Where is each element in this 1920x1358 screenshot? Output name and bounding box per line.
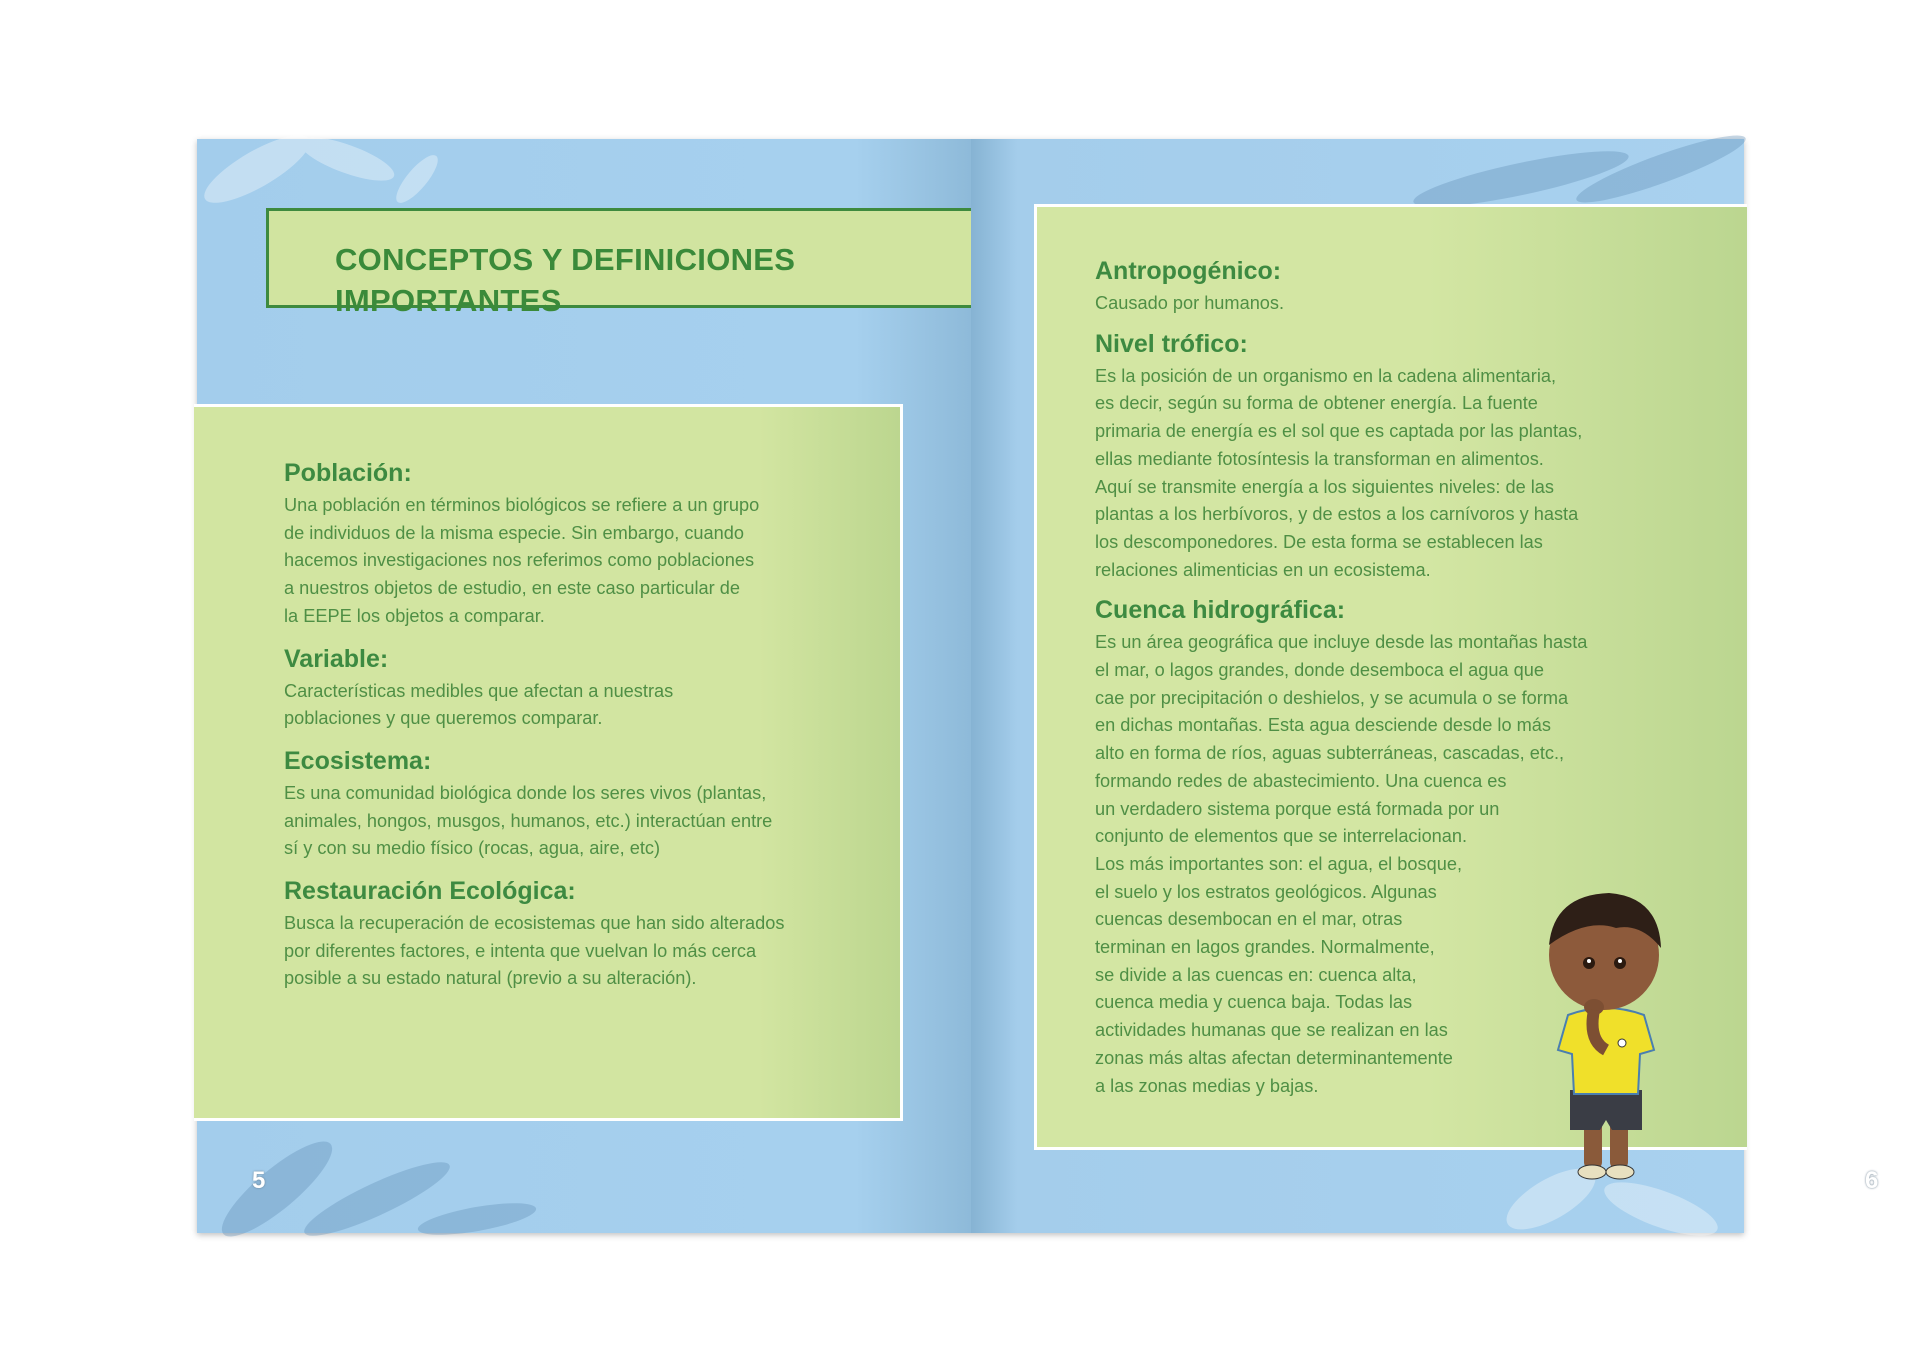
definition-heading: Restauración Ecológica: xyxy=(284,877,576,906)
definition-text-line: a las zonas medias y bajas. xyxy=(1095,1075,1319,1096)
definition-text-line: es decir, según su forma de obtener energía. La fuente xyxy=(1095,393,1538,414)
definition-text-line: alto en forma de ríos, aguas subterráneas, cascadas, etc., xyxy=(1095,743,1565,764)
definition-text-line: actividades humanas que se realizan en las xyxy=(1095,1020,1448,1041)
definition-section xyxy=(1095,255,1587,318)
title-line: IMPORTANTES xyxy=(335,283,562,318)
definition-text-line: Causado por humanos. xyxy=(1095,293,1285,313)
definition-section xyxy=(284,745,784,863)
definition-section xyxy=(284,457,784,631)
definition-text-line: terminan en lagos grandes. Normalmente, xyxy=(1095,937,1435,958)
definition-text-line: Busca la recuperación de ecosistemas que han sido alterados xyxy=(284,913,785,934)
title-box xyxy=(266,208,971,318)
definition-text-line: el suelo y los estratos geológicos. Algunas xyxy=(1095,881,1437,902)
definition-text-line: plantas a los herbívoros, y de estos a los carnívoros y hasta xyxy=(1095,504,1579,525)
definition-text-line: zonas más altas afectan determinantemente xyxy=(1095,1047,1453,1068)
left-sections xyxy=(284,457,784,1005)
definition-text-line: cuenca media y cuenca baja. Todas las xyxy=(1095,992,1413,1013)
definition-text-line: cuencas desembocan en el mar, otras xyxy=(1095,909,1403,930)
page-title xyxy=(335,239,795,321)
definition-text-line: animales, hongos, musgos, humanos, etc.) interactúan entre xyxy=(284,810,773,831)
definition-heading: Variable: xyxy=(284,644,389,673)
definition-text-line: a nuestros objetos de estudio, en este caso particular de xyxy=(284,578,740,599)
definition-text-line: Los más importantes son: el agua, el bosque, xyxy=(1095,853,1463,874)
definition-section xyxy=(284,875,784,993)
definition-text-line: conjunto de elementos que se interrelacionan. xyxy=(1095,826,1468,847)
definition-section xyxy=(1095,594,1587,1100)
definition-text-line: Es un área geográfica que incluye desde las montañas hasta xyxy=(1095,632,1588,653)
definition-text-line: sí y con su medio físico (rocas, agua, aire, etc) xyxy=(284,838,661,859)
title-line: CONCEPTOS Y DEFINICIONES xyxy=(335,242,796,277)
definition-text-line: Características medibles que afectan a nuestras xyxy=(284,680,674,701)
page-number: 5 xyxy=(252,1167,266,1194)
definition-text-line: un verdadero sistema porque está formada por un xyxy=(1095,798,1500,819)
definition-text-line: en dichas montañas. Esta agua desciende desde lo más xyxy=(1095,715,1551,736)
definition-text-line: Es la posición de un organismo en la cadena alimentaria, xyxy=(1095,365,1557,386)
page-number: 6 xyxy=(1865,1167,1879,1194)
definition-text-line: hacemos investigaciones nos referimos como poblaciones xyxy=(284,550,755,571)
definition-heading: Antropogénico: xyxy=(1095,257,1282,285)
definition-heading: Población: xyxy=(284,459,412,487)
definition-text-line: ellas mediante fotosíntesis la transforman en alimentos. xyxy=(1095,448,1544,469)
definition-heading: Cuenca hidrográfica: xyxy=(1095,596,1346,625)
definition-text-line: por diferentes factores, e intenta que vuelvan lo más cerca xyxy=(284,940,757,961)
definition-text-line: la EEPE los objetos a comparar. xyxy=(284,605,545,626)
leaf-decoration-icon xyxy=(197,1119,557,1233)
definition-text-line: el mar, o lagos grandes, donde desemboca el agua que xyxy=(1095,660,1544,681)
definition-text-line: se divide a las cuencas en: cuenca alta, xyxy=(1095,964,1417,985)
definition-section xyxy=(1095,328,1587,585)
leaf-decoration-icon xyxy=(1401,139,1744,204)
definition-text-line: poblaciones y que queremos comparar. xyxy=(284,708,603,729)
left-page xyxy=(197,139,971,1233)
thinking-boy-illustration xyxy=(1534,885,1674,1185)
definition-text-line: cae por precipitación o deshielos, y se acumula o se forma xyxy=(1095,687,1569,708)
definitions-panel-left xyxy=(194,404,903,1121)
definition-text-line: Es una comunidad biológica donde los seres vivos (plantas, xyxy=(284,782,767,803)
definition-text-line: primaria de energía es el sol que es captada por las plantas, xyxy=(1095,421,1583,442)
definition-heading: Nivel trófico: xyxy=(1095,329,1248,358)
definition-text-line: formando redes de abastecimiento. Una cuenca es xyxy=(1095,770,1507,791)
open-booklet xyxy=(197,139,1879,1233)
definition-heading: Ecosistema: xyxy=(284,746,432,775)
definition-section xyxy=(284,643,784,733)
definition-text-line: posible a su estado natural (previo a su alteración). xyxy=(284,968,697,989)
definition-text-line: los descomponedores. De esta forma se establecen las xyxy=(1095,531,1543,552)
definition-text-line: relaciones alimenticias en un ecosistema. xyxy=(1095,559,1431,580)
definition-text-line: Una población en términos biológicos se refiere a un grupo xyxy=(284,495,760,515)
definition-text-line: de individuos de la misma especie. Sin embargo, cuando xyxy=(284,522,745,543)
right-sections xyxy=(1095,255,1587,1110)
definition-text-line: Aquí se transmite energía a los siguientes niveles: de las xyxy=(1095,476,1554,497)
